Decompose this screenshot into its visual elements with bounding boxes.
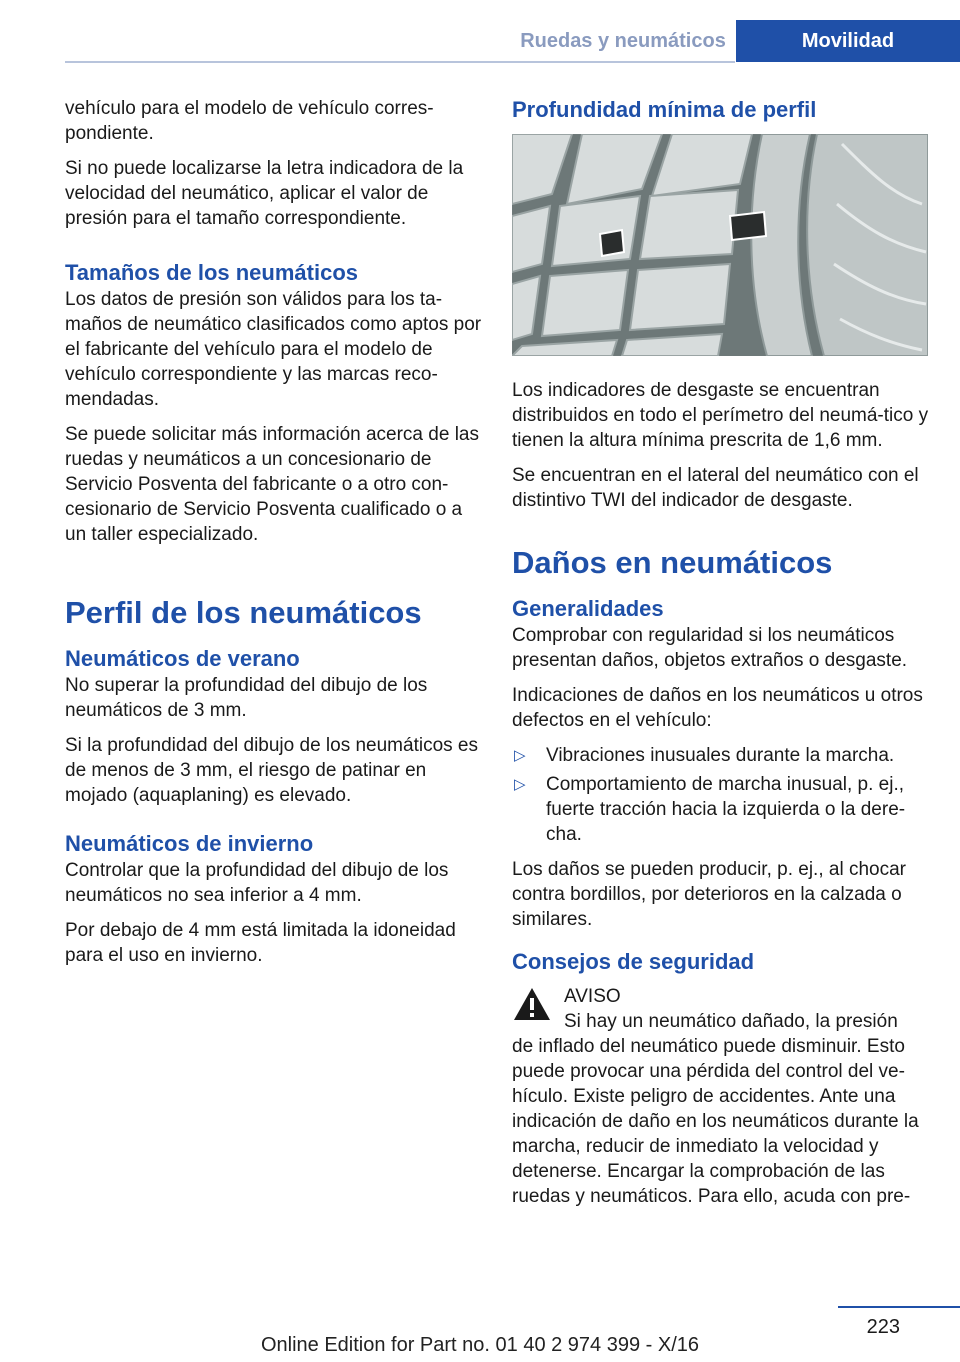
paragraph: Si la profundidad del dibujo de los neumáticos es de menos de 3 mm, el riesgo de patinar en mojado (aquaplaning) es elevado. [65, 735, 478, 806]
paragraph: Indicaciones de daños en los neumáticos u otros defectos en el vehículo: [512, 685, 923, 731]
heading-general: Generalidades [512, 596, 664, 621]
page-number: 223 [866, 1316, 900, 1338]
paragraph: Los datos de presión son válidos para los ta-maños de neumático clasificados como aptos por el fabricante del vehículo para el modelo de vehículo correspondiente y las marcas reco-mendadas. [65, 289, 482, 410]
header-chapter-tab: Movilidad [736, 20, 960, 62]
right-column [512, 96, 930, 1209]
paragraph: Se puede solicitar más información acerca de las ruedas y neumáticos a un concesionario de Servicio Posventa del fabricante o a otro con-cesionario de Servicio Posventa cualificado o a un taller especializado. [65, 424, 479, 545]
list-item [512, 743, 930, 768]
paragraph: Por debajo de 4 mm está limitada la idoneidad para el uso en invierno. [65, 920, 456, 966]
warning-label: AVISO [564, 986, 621, 1007]
heading-safety-tips: Consejos de seguridad [512, 949, 755, 974]
header-rule [65, 61, 735, 63]
bullet-marker-icon: ▷ [514, 776, 526, 793]
warning-triangle-icon [512, 986, 552, 1022]
header-section-title: Ruedas y neumáticos [520, 29, 726, 52]
page-header [0, 0, 960, 64]
heading-tire-damage: Daños en neumáticos [512, 545, 833, 580]
left-column [65, 96, 483, 978]
warning-text-first-line: Si hay un neumático dañado, la presión [564, 1011, 898, 1032]
paragraph: Comprobar con regularidad si los neumáticos presentan daños, objetos extraños o desgaste. [512, 625, 908, 671]
list-item-text: Comportamiento de marcha inusual, p. ej., fuerte tracción hacia la izquierda o la dere-cha. [546, 774, 906, 845]
paragraph: Los daños se pueden producir, p. ej., al chocar contra bordillos, por deterioros en la calzada o similares. [512, 859, 906, 930]
paragraph: Si no puede localizarse la letra indicadora de la velocidad del neumático, aplicar el valor de presión para el tamaño correspondiente. [65, 158, 464, 229]
list-item [512, 772, 930, 847]
paragraph: Se encuentran en el lateral del neumático con el distintivo TWI del indicador de desgaste. [512, 465, 919, 511]
bullet-marker-icon: ▷ [514, 747, 526, 764]
warning-text: de inflado del neumático puede disminuir. Esto puede provocar una pérdida del control del ve-hículo. Existe peligro de accidentes. Ante una indicación de daño en los neumáticos durante la marcha, reducir de inmediato la velocidad y detenerse. Encargar la comprobación de las ruedas y neumáticos. Para ello, acuda con pre- [512, 1036, 919, 1207]
tire-tread-image [512, 134, 928, 356]
list-item-text: Vibraciones inusuales durante la marcha. [546, 745, 895, 766]
heading-winter-tires: Neumáticos de invierno [65, 831, 314, 856]
warning-box [512, 984, 930, 1209]
footer-edition: Online Edition for Part no. 01 40 2 974 399 - X/16 [260, 1334, 700, 1356]
tire-tread-illustration [512, 134, 928, 356]
heading-tire-profile: Perfil de los neumáticos [65, 595, 422, 630]
paragraph: No superar la profundidad del dibujo de los neumáticos de 3 mm. [65, 675, 428, 721]
paragraph: Los indicadores de desgaste se encuentran distribuidos en todo el perímetro del neumá-tico y tienen la altura mínima prescrita de 1,6 mm. [512, 380, 929, 451]
heading-summer-tires: Neumáticos de verano [65, 646, 300, 671]
footer-rule [838, 1306, 960, 1308]
paragraph: vehículo para el modelo de vehículo corres-pondiente. [65, 98, 434, 144]
heading-tire-sizes: Tamaños de los neumáticos [65, 260, 359, 285]
heading-min-tread-depth: Profundidad mínima de perfil [512, 97, 817, 122]
damage-indications-list [512, 743, 930, 847]
paragraph: Controlar que la profundidad del dibujo de los neumáticos no sea inferior a 4 mm. [65, 860, 449, 906]
